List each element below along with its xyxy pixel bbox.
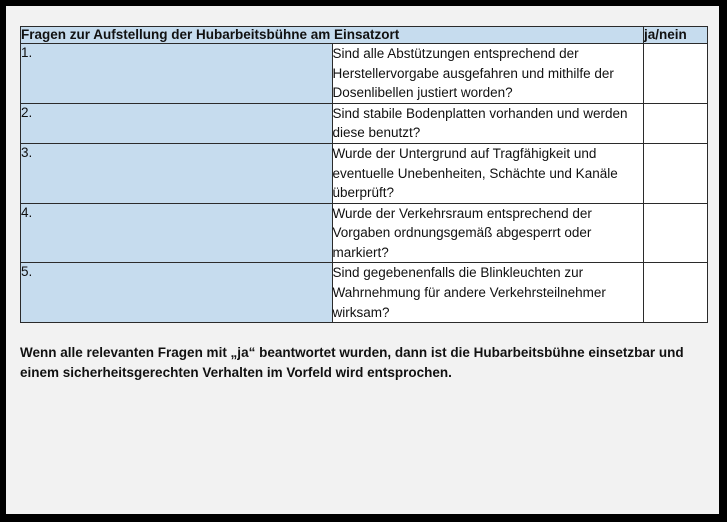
row-number: 4.: [21, 203, 333, 263]
table-row: [21, 263, 708, 323]
table-header-row: [21, 27, 708, 44]
checklist-title-header: Fragen zur Aufstellung der Hubarbeitsbühne am Einsatzort: [21, 27, 644, 44]
row-question: Wurde der Untergrund auf Tragfähigkeit und eventuelle Unebenheiten, Schächte und Kanäle überprüft?: [332, 144, 644, 204]
document-content: [20, 26, 705, 384]
row-number: 5.: [21, 263, 333, 323]
row-answer-field[interactable]: [644, 44, 708, 104]
row-answer-field[interactable]: [644, 263, 708, 323]
table-row: [21, 44, 708, 104]
row-answer-field[interactable]: [644, 144, 708, 204]
answer-column-header: ja/nein: [644, 27, 708, 44]
row-number: 1.: [21, 44, 333, 104]
row-question: Sind alle Abstützungen entsprechend der Herstellervorgabe ausgefahren und mithilfe der Dosenlibellen justiert worden?: [332, 44, 644, 104]
table-row: [21, 203, 708, 263]
row-number: 2.: [21, 103, 333, 143]
checklist-table: [20, 26, 708, 323]
table-row: [21, 103, 708, 143]
row-number: 3.: [21, 144, 333, 204]
document-page: [6, 6, 719, 514]
row-question: Sind gegebenenfalls die Blinkleuchten zur Wahrnehmung für andere Verkehrsteilnehmer wirksam?: [332, 263, 644, 323]
table-row: [21, 144, 708, 204]
row-question: Wurde der Verkehrsraum entsprechend der Vorgaben ordnungsgemäß abgesperrt oder markiert?: [332, 203, 644, 263]
footer-note: Wenn alle relevanten Fragen mit „ja“ beantwortet wurden, dann ist die Hubarbeitsbühne einsetzbar und einem sicherheitsgerechten Verhalten im Vorfeld wird entsprochen.: [20, 345, 684, 381]
row-answer-field[interactable]: [644, 103, 708, 143]
row-answer-field[interactable]: [644, 203, 708, 263]
row-question: Sind stabile Bodenplatten vorhanden und werden diese benutzt?: [332, 103, 644, 143]
